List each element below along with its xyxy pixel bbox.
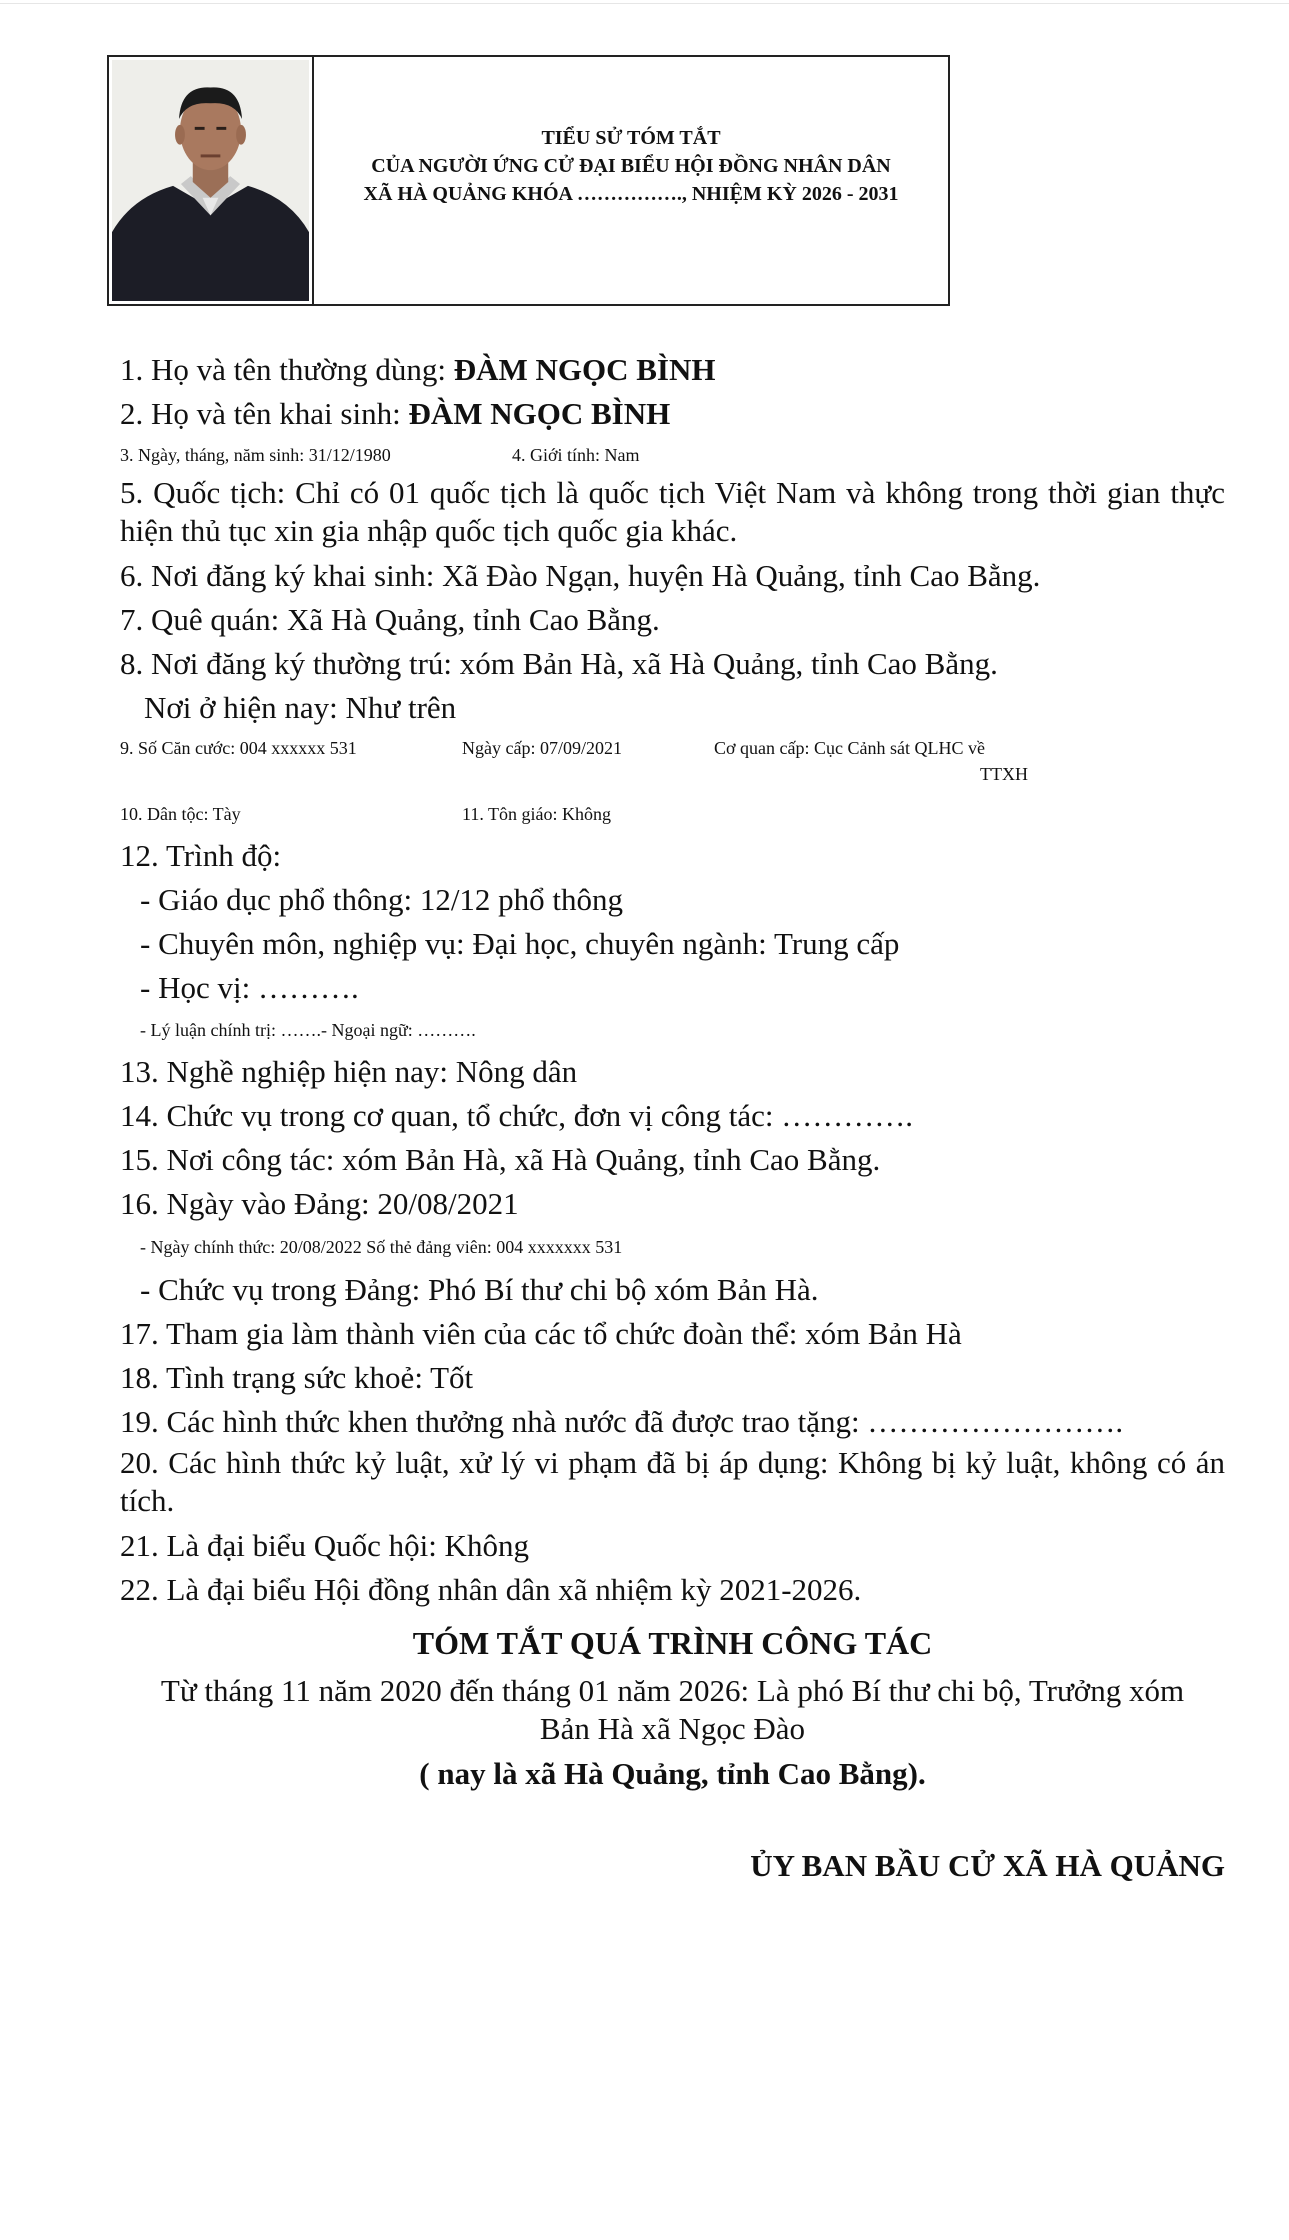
signature: ỦY BAN BẦU CỬ XÃ HÀ QUẢNG bbox=[750, 1848, 1225, 1883]
item-10-11 bbox=[120, 804, 1225, 834]
summary-line-3: ( nay là xã Hà Quảng, tỉnh Cao Bằng). bbox=[419, 1756, 926, 1791]
item-15: 15. Nơi công tác: xóm Bản Hà, xã Hà Quảng, tỉnh Cao Bằng. bbox=[120, 1142, 881, 1177]
item-20: 20. Các hình thức kỷ luật, xử lý vi phạm đã bị áp dụng: Không bị kỷ luật, không có án tích. bbox=[120, 1445, 1225, 1518]
header-box bbox=[107, 55, 950, 306]
item-9-authority: Cơ quan cấp: Cục Cảnh sát QLHC về bbox=[714, 738, 985, 758]
item-12: 12. Trình độ: bbox=[120, 838, 282, 873]
item-4: 4. Giới tính: Nam bbox=[512, 445, 640, 465]
item-17: 17. Tham gia làm thành viên của các tổ chức đoàn thể: xóm Bản Hà bbox=[120, 1316, 962, 1351]
item-19: 19. Các hình thức khen thưởng nhà nước đã được trao tặng: ……………………. bbox=[120, 1404, 1124, 1439]
top-divider bbox=[0, 3, 1289, 4]
title-line-3: XÃ HÀ QUẢNG KHÓA ……………., NHIỆM KỲ 2026 - 2031 bbox=[363, 182, 899, 205]
item-12d: - Lý luận chính trị: …….- Ngoại ngữ: ………. bbox=[140, 1020, 476, 1040]
item-6: 6. Nơi đăng ký khai sinh: Xã Đào Ngạn, huyện Hà Quảng, tỉnh Cao Bằng. bbox=[120, 558, 1041, 593]
portrait-cell bbox=[109, 57, 314, 304]
item-9-cont bbox=[120, 764, 1225, 790]
biography-content bbox=[120, 348, 1225, 1888]
item-11: 11. Tôn giáo: Không bbox=[462, 804, 611, 824]
item-7: 7. Quê quán: Xã Hà Quảng, tỉnh Cao Bằng. bbox=[120, 602, 660, 637]
summary-line-1: Từ tháng 11 năm 2020 đến tháng 01 năm 2026: Là phó Bí thư chi bộ, Trưởng xóm bbox=[160, 1673, 1185, 1708]
title-line-2: CỦA NGƯỜI ỨNG CỬ ĐẠI BIỂU HỘI ĐỒNG NHÂN DÂN bbox=[371, 154, 891, 177]
item-16a: - Ngày chính thức: 20/08/2022 Số thẻ đảng viên: 004 xxxxxxx 531 bbox=[140, 1237, 623, 1257]
item-5: 5. Quốc tịch: Chỉ có 01 quốc tịch là quốc tịch Việt Nam và không trong thời gian thực hiện thủ tục xin gia nhập quốc tịch quốc gia khác. bbox=[120, 475, 1225, 548]
item-10: 10. Dân tộc: Tày bbox=[120, 804, 241, 824]
item-8: 8. Nơi đăng ký thường trú: xóm Bản Hà, xã Hà Quảng, tỉnh Cao Bằng. bbox=[120, 646, 998, 681]
common-name: ĐÀM NGỌC BÌNH bbox=[453, 352, 716, 387]
item-12c: - Học vị: ………. bbox=[140, 970, 359, 1005]
item-16: 16. Ngày vào Đảng: 20/08/2021 bbox=[120, 1186, 519, 1221]
item-9-date: Ngày cấp: 07/09/2021 bbox=[462, 738, 622, 758]
item-2: 2. Họ và tên khai sinh: ĐÀM NGỌC BÌNH bbox=[120, 396, 671, 431]
header-title bbox=[314, 57, 948, 304]
portrait-photo bbox=[112, 60, 309, 301]
birth-name: ĐÀM NGỌC BÌNH bbox=[408, 396, 671, 431]
item-9 bbox=[120, 738, 1225, 764]
item-9-authority-cont: TTXH bbox=[980, 764, 1028, 784]
item-13: 13. Nghề nghiệp hiện nay: Nông dân bbox=[120, 1054, 578, 1089]
item-12a: - Giáo dục phổ thông: 12/12 phổ thông bbox=[140, 882, 624, 917]
item-21: 21. Là đại biểu Quốc hội: Không bbox=[120, 1528, 529, 1563]
item-22: 22. Là đại biểu Hội đồng nhân dân xã nhiệm kỳ 2021-2026. bbox=[120, 1572, 862, 1607]
item-16b: - Chức vụ trong Đảng: Phó Bí thư chi bộ xóm Bản Hà. bbox=[140, 1272, 819, 1307]
item-1: 1. Họ và tên thường dùng: ĐÀM NGỌC BÌNH bbox=[120, 352, 716, 387]
section-title: TÓM TẮT QUÁ TRÌNH CÔNG TÁC bbox=[412, 1625, 933, 1661]
item-12b: - Chuyên môn, nghiệp vụ: Đại học, chuyên ngành: Trung cấp bbox=[140, 926, 900, 961]
item-3-4 bbox=[120, 436, 1225, 474]
summary-line-2: Bản Hà xã Ngọc Đào bbox=[539, 1711, 806, 1746]
item-8-residence: Nơi ở hiện nay: Như trên bbox=[144, 690, 457, 725]
item-3: 3. Ngày, tháng, năm sinh: 31/12/1980 bbox=[120, 445, 391, 465]
item-14: 14. Chức vụ trong cơ quan, tổ chức, đơn vị công tác: …………. bbox=[120, 1098, 914, 1133]
title-line-1: TIỂU SỬ TÓM TẮT bbox=[541, 126, 721, 149]
item-18: 18. Tình trạng sức khoẻ: Tốt bbox=[120, 1360, 474, 1395]
item-9-id: 9. Số Căn cước: 004 xxxxxx 531 bbox=[120, 738, 357, 758]
